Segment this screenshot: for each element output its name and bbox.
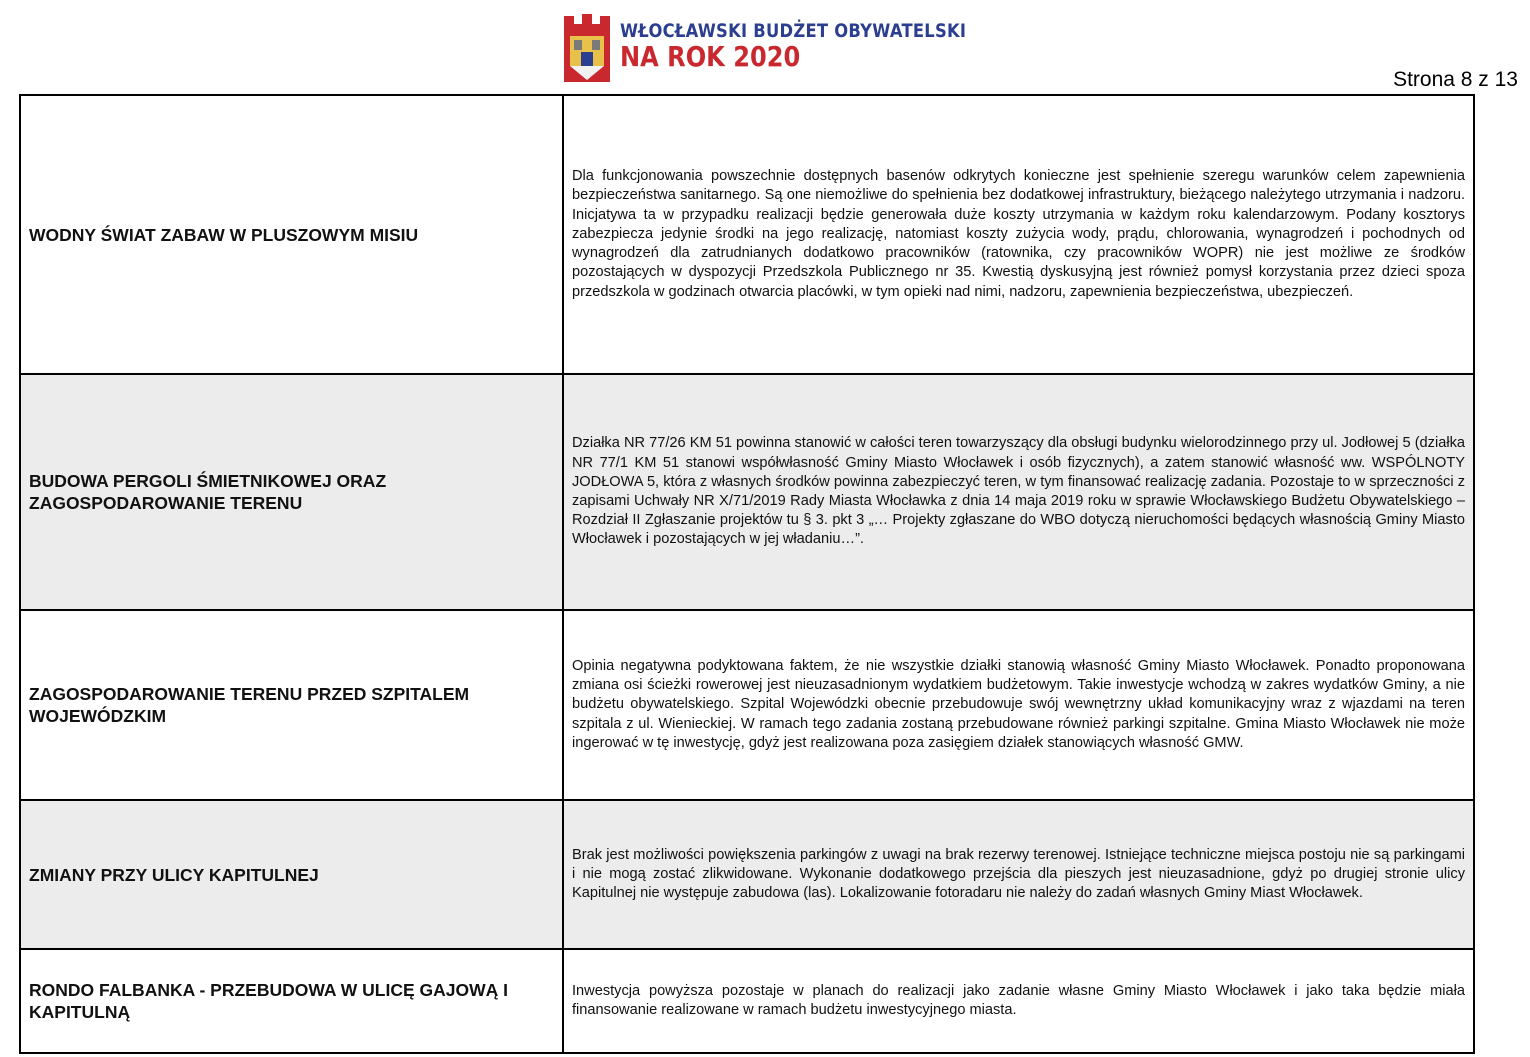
project-description: Opinia negatywna podyktowana faktem, że nie wszystkie działki stanowią własność Gminy Miasto Włocławek. Ponadto proponowana zmiana osi ścieżki rowerowej jest nieuzasadnionym wydatkiem budżetowym. Takie inwestycje wchodzą w zakres wydatków Gminy, a nie budżetu obywatelskiego. Szpital Wojewódzki obecnie przebudowuje swój wewnętrzny układ komunikacyjny wraz z wjazdami na teren szpitala z ul. Wienieckiej. W ramach tego zadania zostaną przebudowane również parkingi szpitalne. Gmina Miasto Włocławek nie może ingerować w tę inwestycję, gdyż jest realizowana poza zasięgiem działek stanowiących własność GMW. [572, 657, 1465, 751]
project-name: RONDO FALBANKA - PRZEBUDOWA W ULICĘ GAJOWĄ I KAPITULNĄ [29, 980, 508, 1022]
project-description: Dla funkcjonowania powszechnie dostępnych basenów odkrytych konieczne jest spełnienie szeregu warunków celem zapewnienia bezpieczeństwa sanitarnego. Są one niemożliwe do spełnienia bez dodatkowej infrastruktury, bieżącego należytego utrzymania i nadzoru. Inicjatywa ta w przypadku realizacji będzie generowała duże koszty utrzymania w każdym roku kalendarzowym. Podany kosztorys zabezpiecza jedynie środki na jego realizację, natomiast koszty zużycia wody, prądu, chlorowania, wynagrodzeń i pochodnych od wynagrodzeń dla zatrudnianych dodatkowo pracowników (ratownika, czy pracowników WOPR) nie jest możliwe ze środków pozostających w dyspozycji Przedszkola Publicznego nr 35. Kwestią dyskusyjną jest również pomysł korzystania przez dzieci spoza przedszkola w godzinach otwarcia placówki, w tym opieki nad nimi, nadzoru, zapewnienia bezpieczeństwa, ubezpieczeń. [572, 168, 1465, 300]
project-name-cell [20, 95, 563, 374]
brand-line-2: NA ROK 2020 [620, 40, 801, 73]
project-description-cell [563, 95, 1474, 374]
table-row [20, 949, 1474, 1053]
table-row [20, 610, 1474, 800]
table-row [20, 800, 1474, 949]
project-name-cell [20, 374, 563, 610]
wloclawek-crest-icon [562, 14, 612, 84]
document-header [562, 14, 1023, 86]
project-description: Inwestycja powyższa pozostaje w planach do realizacji jako zadanie własne Gminy Miasto Włocławek i jako taka będzie miała finansowanie realizowane w ramach budżetu inwestycyjnego miasta. [572, 982, 1465, 1018]
page-number: Strona 8 z 13 [1393, 68, 1518, 91]
project-description-cell [563, 949, 1474, 1053]
brand-line-1: WŁOCŁAWSKI BUDŻET OBYWATELSKI [620, 20, 967, 42]
project-name-cell [20, 949, 563, 1053]
project-name: ZMIANY PRZY ULICY KAPITULNEJ [29, 864, 319, 885]
project-description-cell [563, 610, 1474, 800]
project-name-cell [20, 610, 563, 800]
project-name: BUDOWA PERGOLI ŚMIETNIKOWEJ ORAZ ZAGOSPODAROWANIE TERENU [29, 471, 387, 513]
table-row [20, 374, 1474, 610]
project-description: Działka NR 77/26 KM 51 powinna stanowić w całości teren towarzyszący dla obsługi budynku wielorodzinnego przy ul. Jodłowej 5 (działka NR 77/1 KM 51 stanowi współwłasność Gminy Miasto Włocławek i osób fizycznych), a zatem stanowić własność ww. WSPÓLNOTY JODŁOWA 5, która z własnych środków powinna zabezpieczyć teren, w tym finansować realizację zadania. Pozostaje to w sprzeczności z zapisami Uchwały NR X/71/2019 Rady Miasta Włocławka z dnia 14 maja 2019 roku w sprawie Włocławskiego Budżetu Obywatelskiego – Rozdział II Zgłaszanie projektów tu § 3. pkt 3 „… Projekty zgłaszane do WBO dotyczą nieruchomości będących własnością Gminy Miasto Włocławek i pozostających w jej władaniu…”. [572, 435, 1465, 548]
brand-title [620, 20, 1023, 72]
project-description: Brak jest możliwości powiększenia parkingów z uwagi na brak rezerwy terenowej. Istniejące techniczne miejsca postoju nie są parkingami i nie mogą zostać zlikwidowane. Wykonanie dodatkowego przejścia dla pieszych jest nieuzasadnione, gdyż po drugiej stronie ulicy Kapitulnej nie występuje zabudowa (las). Lokalizowanie fotoradaru nie należy do zadań własnych Gminy Miast Włocławek. [572, 846, 1465, 902]
project-description-cell [563, 374, 1474, 610]
project-name: ZAGOSPODAROWANIE TERENU PRZED SZPITALEM WOJEWÓDZKIM [29, 684, 470, 726]
projects-table [19, 94, 1475, 1054]
project-description-cell [563, 800, 1474, 949]
table-row [20, 95, 1474, 374]
project-name: WODNY ŚWIAT ZABAW W PLUSZOWYM MISIU [29, 224, 419, 245]
project-name-cell [20, 800, 563, 949]
